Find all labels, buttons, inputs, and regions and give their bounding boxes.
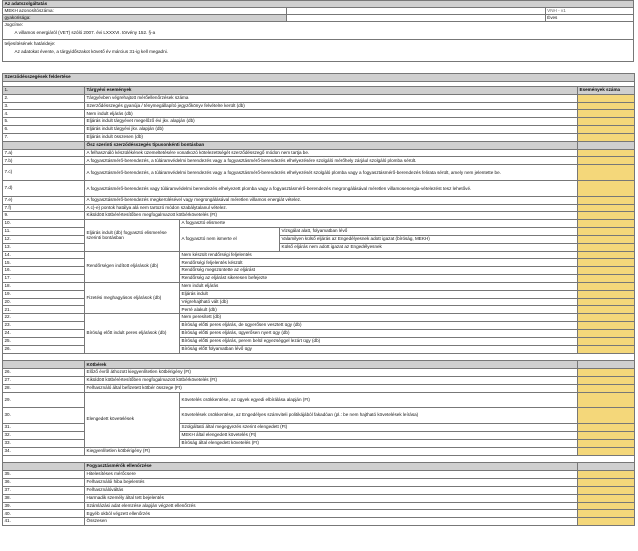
sub-item-label: Nem indult eljárás (180, 282, 578, 290)
value-input-cell[interactable] (578, 479, 635, 487)
value-input-cell[interactable] (578, 133, 635, 141)
row-label: Felhasználói hiba bejelentés (85, 479, 578, 487)
table-row (3, 353, 635, 361)
value-input-cell[interactable] (578, 196, 635, 204)
sub-item-label: Szolgáltató által megegyezés szerint elengedett (Ft) (180, 424, 578, 432)
row-label: Harmadik személy által tett bejelentés (85, 494, 578, 502)
freq-label: gyakorisága: (3, 15, 287, 22)
row-number: 12. (3, 235, 85, 243)
value-input-cell[interactable] (578, 228, 635, 236)
row-label: A felhasználó készülékének üzemeltetésére vonatkozó kötelezettségét szerződésszegő módon nem tartja be. (85, 149, 578, 157)
header-title: Az adatszolgáltatás (3, 1, 634, 8)
table-row (3, 149, 635, 157)
row-label: Eljárás indult tárgyévi jkv. alapján (db) (85, 126, 578, 134)
value-input-cell[interactable] (578, 369, 635, 377)
deadline-text: Az adatokat évente, a tárgyidőszakot követő év március 31-ig kell megadni. (14, 48, 168, 54)
row-label: Hitelesítéses mérőcsere (85, 471, 578, 479)
legal-text: A villamos energiáról (VET) szóló 2007. évi LXXXVI. törvény 152. §-a (14, 29, 156, 35)
value-input-cell[interactable] (578, 408, 635, 424)
row-label: Összesen (85, 518, 578, 526)
sub-item-label: Bíróság előtti peres eljárás, de ügyerősen vesztett ügy (db) (180, 322, 578, 330)
row-number: 4. (3, 110, 85, 118)
sub-item-label: Rendőrség megszüntette az eljárást (180, 267, 578, 275)
row-label: Tárgyévben végrehajtott mérőellenőrzések száma (85, 94, 578, 102)
row-number: 29. (3, 392, 85, 408)
row-number: 35. (3, 471, 85, 479)
row-label: Kiegyenlítetlen kötbérigény (Ft) (85, 447, 578, 455)
value-input-cell[interactable] (578, 502, 635, 510)
table-row (3, 518, 635, 526)
row-number: 41. (3, 518, 85, 526)
row-label: Nem indult eljárás (db) (85, 110, 578, 118)
row-number: 40. (3, 510, 85, 518)
row-label: Ősz szerinti szerződésszegés típusonkénti bontásban (85, 141, 578, 149)
row-label: Tárgyévi események (85, 86, 578, 94)
value-input-cell[interactable] (578, 322, 635, 330)
row-number: 30. (3, 408, 85, 424)
sub-item-label: MEKH által elengedett követelés (Ft) (180, 431, 578, 439)
sub-item-label: Eljárás indult (180, 290, 578, 298)
row-label: Számlázási adat elemzése alapján végzett ellenőrzés (85, 502, 578, 510)
table-row (3, 157, 635, 165)
row-label: A fogyasztásmérő-berendezés, a túláramvédelmi berendezés vagy a fogyasztásmérő-berendezés elhelyezését szolgáló plomba vagy a fogyasztásmérő-berendezés felirata sérült, amely nem jelentette be. (85, 165, 578, 181)
value-input-cell[interactable] (578, 212, 635, 220)
value-input-cell[interactable] (578, 290, 635, 298)
value-input-cell[interactable] (578, 486, 635, 494)
sub-item-label: Valamilyen külső eljárás az Engedélyesnek adott igazat (bíróság, MEKH) (280, 235, 578, 243)
row-number: 36. (3, 479, 85, 487)
value-input-cell[interactable] (578, 337, 635, 345)
row-number: 7.a) (3, 149, 85, 157)
value-input-cell[interactable] (578, 447, 635, 455)
value-input-cell[interactable] (578, 267, 635, 275)
row-label: A c)-e) pontok hatálya alá nem tartozó módon szabálytalanul vételez. (85, 204, 578, 212)
block-label: Eljárás indult (db) fogyasztó elismerése szerinti bontásban (85, 220, 180, 251)
row-number: 20. (3, 298, 85, 306)
table-row (3, 180, 635, 196)
row-number: 22. (3, 314, 85, 322)
sub-item-label: Bíróság által elengedett követelés (Ft) (180, 439, 578, 447)
row-number: 31. (3, 424, 85, 432)
sub-item-label: Bíróság előtti peres eljárás, perem belül egyezséggel lezárt ügy (db) (180, 337, 578, 345)
value-input-cell[interactable] (578, 314, 635, 322)
table-row (3, 510, 635, 518)
row-number: 19. (3, 290, 85, 298)
freq-value: Éves (545, 15, 633, 22)
row-label: Kiküldött kötbérértesítőben megfogalmazott kötbérkövetelés (Ft) (85, 212, 578, 220)
table-row (3, 463, 635, 471)
row-label: Eljárás indult összesen (db) (85, 133, 578, 141)
table-row (3, 377, 635, 385)
value-input-cell[interactable] (578, 235, 635, 243)
legal-label: Jogcíme: (4, 22, 24, 27)
section-title: Szerződésszegések feldertése (3, 74, 635, 82)
table-row (3, 251, 635, 259)
row-label: A fogyasztásmérő-berendezés vagy túláramvédelmi berendezés elhelyezett plomba vagy a fogyasztásmérő-berendezés megrongálásával méretlen villamosenergia-vételezést tesz lehetővé. (85, 180, 578, 196)
value-input-cell[interactable] (578, 102, 635, 110)
row-number: 32. (3, 431, 85, 439)
value-input-cell[interactable] (578, 165, 635, 181)
row-number: 27. (3, 377, 85, 385)
row-number: 3. (3, 102, 85, 110)
row-number: 7.b) (3, 157, 85, 165)
value-input-cell[interactable] (578, 180, 635, 196)
spacer (3, 455, 635, 463)
row-number: 25. (3, 337, 85, 345)
value-input-cell[interactable] (578, 431, 635, 439)
value-input-cell[interactable] (578, 275, 635, 283)
sub-item-label: Vizsgálat alatt, folyamatban lévő (280, 228, 578, 236)
row-label: Egyéb okból végzett ellenőrzés (85, 510, 578, 518)
row-number: 33. (3, 439, 85, 447)
table-row (3, 384, 635, 392)
block-label: Bíróság előtt indult peres eljárások (db) (85, 314, 180, 353)
block-label: Rendőrségen indított eljárások (db) (85, 251, 180, 282)
table-row (3, 486, 635, 494)
row-number: 24. (3, 330, 85, 338)
table-row (3, 86, 635, 94)
row-number: 7.d) (3, 180, 85, 196)
row-number: 15. (3, 259, 85, 267)
row-number: 14. (3, 251, 85, 259)
sub-item-label: Nem peresített (db) (180, 314, 578, 322)
value-input-cell[interactable] (578, 518, 635, 526)
table-row (3, 361, 635, 369)
sub-item-label: Követelések csökkentése, az Engedélyes számviteli politikájából fakadóan (pl.: be nem hajtható követelések leírása) (180, 408, 578, 424)
row-number: 7.e) (3, 196, 85, 204)
table-row (3, 471, 635, 479)
sub-label: A fogyasztó elismerte (180, 220, 578, 228)
row-number: 7.f) (3, 204, 85, 212)
row-number: 26. (3, 345, 85, 353)
row-label: Kiküldött kötbérértesítőben megfogalmazott kötbérkövetelés (Ft) (85, 377, 578, 385)
sub-label: A fogyasztó nem ismerte el (180, 228, 280, 252)
table-row (3, 282, 635, 290)
table-row (3, 502, 635, 510)
sub-item-label: Perré alakult (db) (180, 306, 578, 314)
mekh-label: MEKH azonosítószáma: (3, 8, 287, 15)
sub-item-label: Bíróság előtt folyamatban lévő ügy (180, 345, 578, 353)
table-cell (3, 361, 85, 369)
table-row (3, 141, 635, 149)
row-number: 7.c) (3, 165, 85, 181)
row-number: 21. (3, 306, 85, 314)
value-input-cell[interactable] (578, 377, 635, 385)
row-label: Szerződésszegés gyanúja / ténymegállapító jegyzőkönyv felvételre került (db) (85, 102, 578, 110)
table-row (3, 392, 635, 408)
table-row (3, 126, 635, 134)
data-table (2, 73, 635, 526)
sub-item-label: Végrehajtható vált (db) (180, 298, 578, 306)
section-spacer (578, 141, 635, 149)
report-page (2, 0, 634, 526)
table-cell (3, 463, 85, 471)
row-number: 10. (3, 220, 85, 228)
table-row (3, 204, 635, 212)
table-row (3, 165, 635, 181)
row-number: 34. (3, 447, 85, 455)
table-row (3, 220, 635, 228)
value-input-cell[interactable] (578, 259, 635, 267)
table-row (3, 110, 635, 118)
row-number: 6. (3, 126, 85, 134)
value-input-cell[interactable] (578, 494, 635, 502)
value-input-cell[interactable] (578, 471, 635, 479)
block-label: Elengedett követelések (85, 392, 180, 447)
value-input-cell[interactable] (578, 330, 635, 338)
sub-item-label: Bíróság előtti peres eljárás, ügyerősen nyert ügy (db) (180, 330, 578, 338)
table-row (3, 479, 635, 487)
table-row (3, 94, 635, 102)
sub-item-label: Nem készült rendőrségi feljelentés (180, 251, 578, 259)
sub-item-label: Rendőrségi feljelentés készült (180, 259, 578, 267)
block-label: Fizetési meghagyásos eljárások (db) (85, 282, 180, 313)
value-input-cell[interactable] (578, 439, 635, 447)
value-input-cell[interactable] (578, 306, 635, 314)
row-number: 1. (3, 86, 85, 94)
row-number: 39. (3, 502, 85, 510)
value-input-cell[interactable] (578, 251, 635, 259)
row-number: 17. (3, 275, 85, 283)
value-input-cell[interactable] (578, 298, 635, 306)
table-row (3, 212, 635, 220)
row-number: 13. (3, 243, 85, 251)
row-number: 37. (3, 486, 85, 494)
row-number: 11. (3, 228, 85, 236)
fogy-title: Fogyasztásmérők ellenőrzése (85, 463, 578, 471)
value-input-cell[interactable] (578, 424, 635, 432)
table-row (3, 314, 635, 322)
row-label: Előző évről áthozott kiegyenlítetlen kötbérigény (Ft) (85, 369, 578, 377)
row-label: A fogyasztásmérő-berendezés, a túláramvédelmi berendezés vagy a fogyasztásmérő-berendezés elhelyezésére szolgáló mérőhely zárjául szolgáló plomba sérült. (85, 157, 578, 165)
value-input-cell[interactable] (578, 243, 635, 251)
row-number: 28. (3, 384, 85, 392)
mekh-code: VNH - v1 (545, 8, 633, 15)
row-number: 26. (3, 369, 85, 377)
value-input-cell[interactable] (578, 110, 635, 118)
row-label: Felhasználó által befizetett kötbér összege (Ft) (85, 384, 578, 392)
value-input-cell[interactable] (578, 94, 635, 102)
sub-item-label: Rendőrség az eljárást sikeresen befejezte (180, 275, 578, 283)
kotber-title: Kötbérek (85, 361, 578, 369)
value-input-cell[interactable] (578, 157, 635, 165)
value-input-cell[interactable] (578, 384, 635, 392)
row-number: 16. (3, 267, 85, 275)
table-row (3, 447, 635, 455)
header-table (2, 0, 634, 62)
sub-item-label: Követelés csökkentése, az ügyek egyedi elbírálása alapján (Ft) (180, 392, 578, 408)
row-label: Felhasználóváltás (85, 486, 578, 494)
row-number: 18. (3, 282, 85, 290)
table-row (3, 369, 635, 377)
value-input-cell[interactable] (578, 220, 635, 228)
sub-item-label: Külső eljárás nem adott igazat az Engedélyesnek (280, 243, 578, 251)
row-number: 9. (3, 212, 85, 220)
row-number: 5. (3, 118, 85, 126)
events-column-header: Események száma (578, 86, 635, 94)
row-number: 7. (3, 133, 85, 141)
row-number (3, 141, 85, 149)
value-input-cell[interactable] (578, 510, 635, 518)
value-input-cell[interactable] (578, 149, 635, 157)
row-number: 2. (3, 94, 85, 102)
value-input-cell[interactable] (578, 126, 635, 134)
value-input-cell[interactable] (578, 204, 635, 212)
table-row (3, 133, 635, 141)
spacer (3, 353, 635, 361)
table-row (3, 455, 635, 463)
table-cell (578, 463, 635, 471)
row-number: 38. (3, 494, 85, 502)
row-label: A fogyasztásmérő-berendezés megkerülésével vagy megrongálásával méretlen villamos energiát vételez. (85, 196, 578, 204)
value-input-cell[interactable] (578, 118, 635, 126)
value-input-cell[interactable] (578, 392, 635, 408)
table-row (3, 102, 635, 110)
row-number: 23. (3, 322, 85, 330)
table-row (3, 196, 635, 204)
table-row (3, 494, 635, 502)
value-input-cell[interactable] (578, 345, 635, 353)
row-label: Eljárás indult tárgyévet megelőző évi jkv. alapján (db) (85, 118, 578, 126)
value-input-cell[interactable] (578, 282, 635, 290)
table-cell (578, 361, 635, 369)
deadline-label: teljesítésének határideje: (4, 41, 56, 46)
table-row (3, 118, 635, 126)
